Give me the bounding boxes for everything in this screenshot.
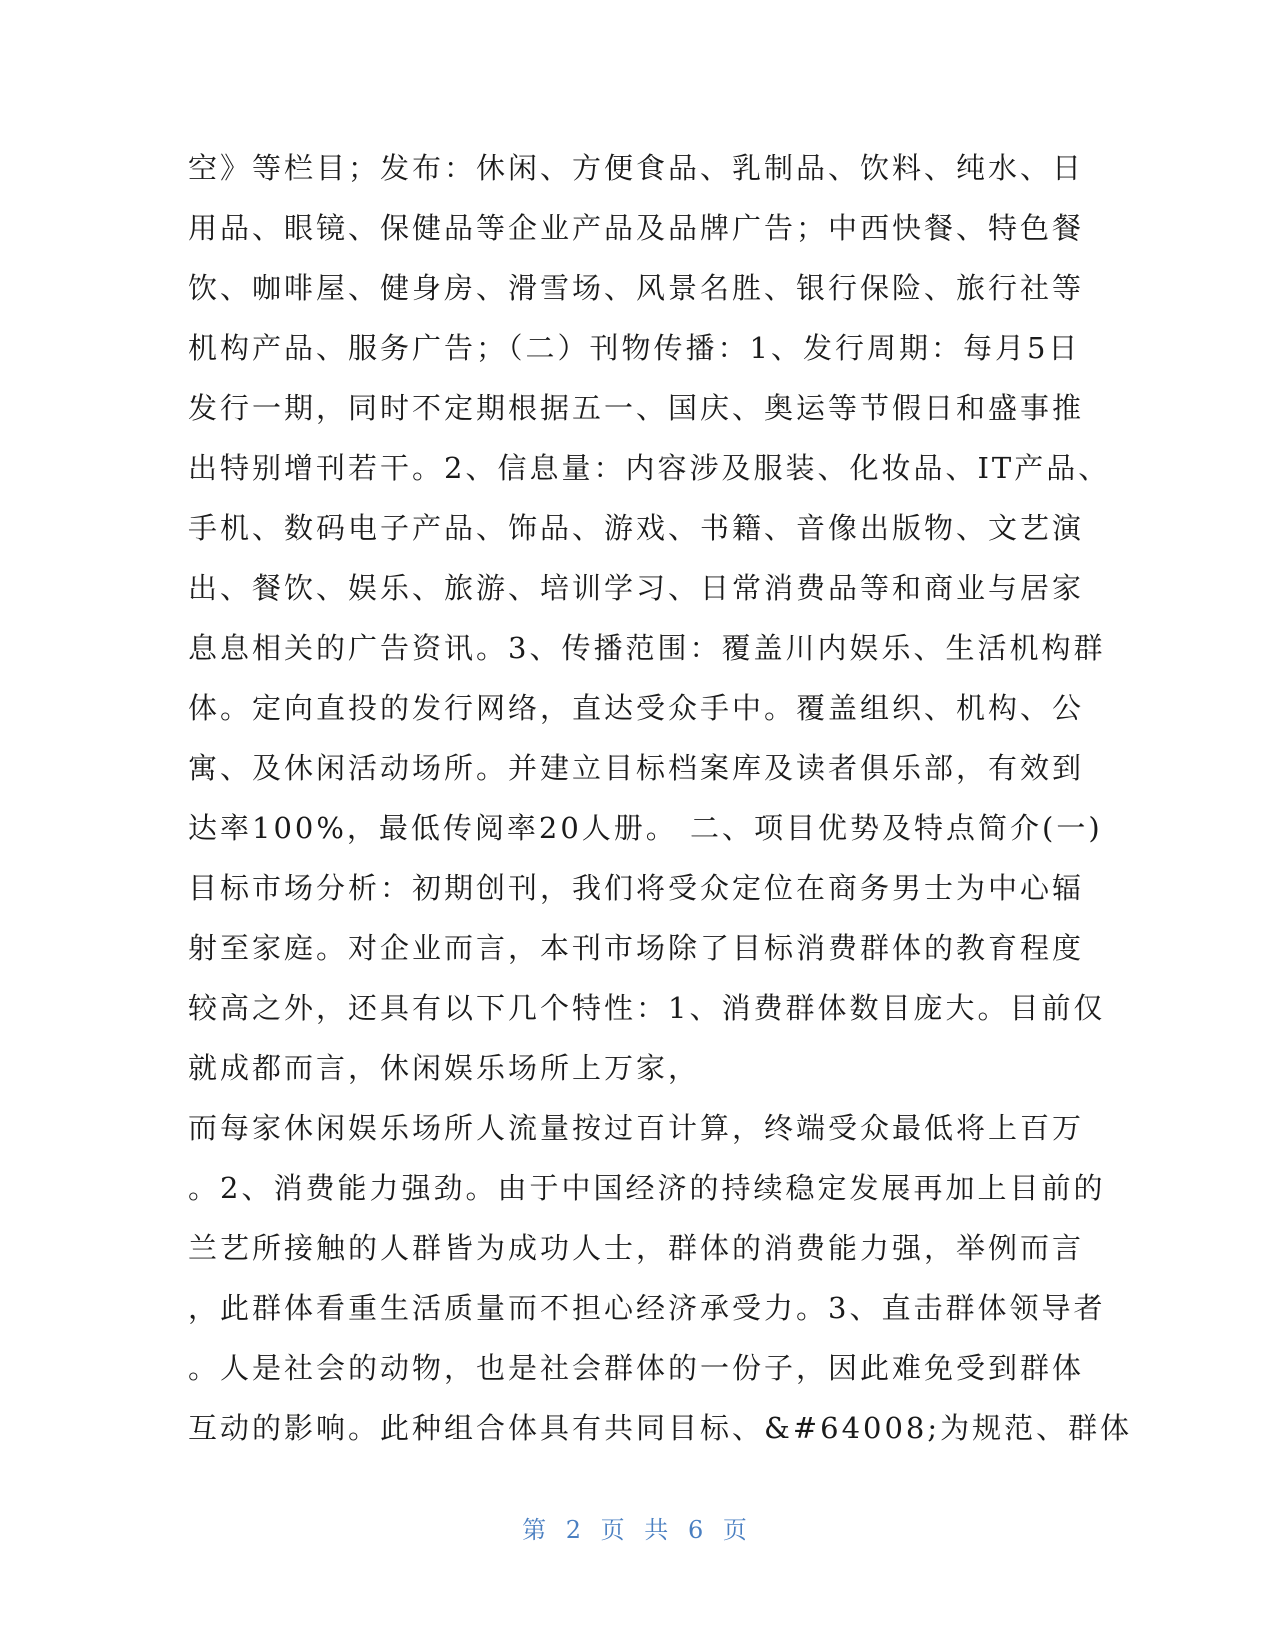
text-line: 。人是社会的动物，也是社会群体的一份子，因此难免受到群体	[188, 1351, 1085, 1385]
text-line: 寓、及休闲活动场所。并建立目标档案库及读者俱乐部，有效到	[188, 751, 1085, 785]
text-line: 饮、咖啡屋、健身房、滑雪场、风景名胜、银行保险、旅行社等	[188, 271, 1085, 305]
text-line: 机构产品、服务广告；（二）刊物传播：1、发行周期：每月5日	[188, 331, 1081, 365]
text-line: 息息相关的广告资讯。3、传播范围：覆盖川内娱乐、生活机构群	[188, 631, 1106, 665]
text-line: 互动的影响。此种组合体具有共同目标、&#64008;为规范、群体	[188, 1411, 1133, 1445]
text-line: 发行一期，同时不定期根据五一、国庆、奥运等节假日和盛事推	[188, 391, 1085, 425]
document-body	[188, 138, 1133, 1458]
text-line: 手机、数码电子产品、饰品、游戏、书籍、音像出版物、文艺演	[188, 511, 1085, 545]
text-line: 达率100%，最低传阅率20人册。 二、项目优势及特点简介(一)	[188, 811, 1103, 845]
text-line: 就成都而言，休闲娱乐场所上万家，	[188, 1051, 701, 1085]
page-number-footer: 第 2 页 共 6 页	[522, 1516, 753, 1544]
text-line: 目标市场分析：初期创刊，我们将受众定位在商务男士为中心辐	[188, 871, 1085, 905]
text-line: 。2、消费能力强劲。由于中国经济的持续稳定发展再加上目前的	[188, 1171, 1106, 1205]
text-line: 而每家休闲娱乐场所人流量按过百计算，终端受众最低将上百万	[188, 1111, 1085, 1145]
text-line: 体。定向直投的发行网络，直达受众手中。覆盖组织、机构、公	[188, 691, 1085, 725]
text-line: 射至家庭。对企业而言，本刊市场除了目标消费群体的教育程度	[188, 931, 1085, 965]
text-line: 出、餐饮、娱乐、旅游、培训学习、日常消费品等和商业与居家	[188, 571, 1085, 605]
text-line: 较高之外，还具有以下几个特性：1、消费群体数目庞大。目前仅	[188, 991, 1106, 1025]
text-line: 空》等栏目；发布：休闲、方便食品、乳制品、饮料、纯水、日	[188, 151, 1085, 185]
text-line: ，此群体看重生活质量而不担心经济承受力。3、直击群体领导者	[188, 1291, 1106, 1325]
text-line: 兰艺所接触的人群皆为成功人士，群体的消费能力强，举例而言	[188, 1231, 1085, 1265]
text-line: 用品、眼镜、保健品等企业产品及品牌广告；中西快餐、特色餐	[188, 211, 1085, 245]
text-line: 出特别增刊若干。2、信息量：内容涉及服装、化妆品、IT产品、	[188, 451, 1111, 485]
